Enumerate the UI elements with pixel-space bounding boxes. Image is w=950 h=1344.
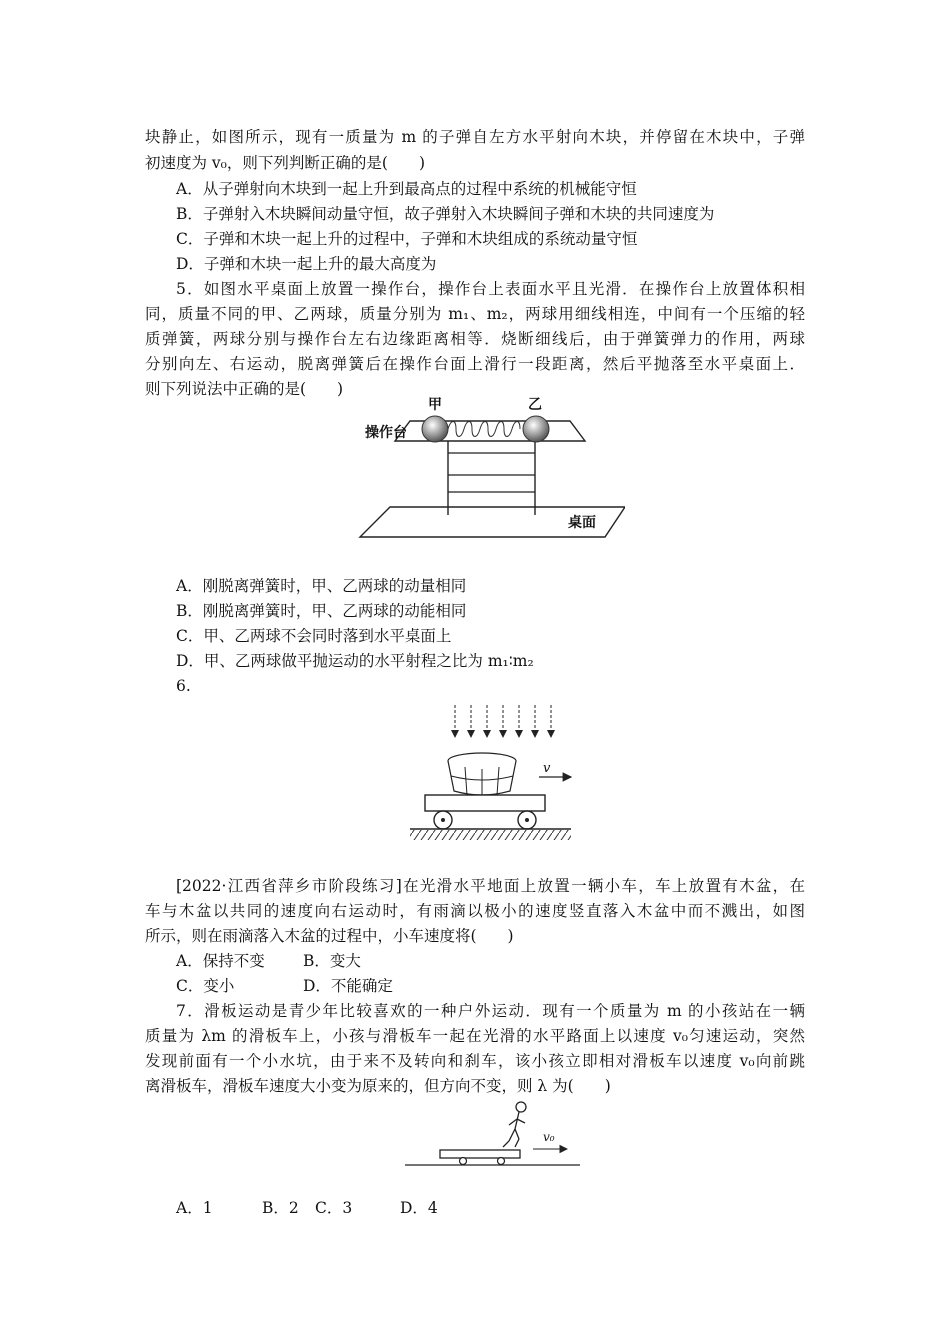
q5-line-3: 质弹簧，两球分别与操作台左右边缘距离相等．烧断细线后，由于弹簧弹力的作用，两球 (145, 330, 805, 348)
q4-line-1: 块静止，如图所示，现有一质量为 m 的子弹自左方水平射向木块，并停留在木块中，子弹 (145, 128, 805, 146)
skateboard-wheel (498, 1158, 505, 1165)
skateboard-wheel (460, 1158, 467, 1165)
ground-hatch (410, 830, 571, 840)
q6-number: 6. (176, 677, 191, 695)
wooden-basin (448, 753, 516, 797)
velocity-label: v₀ (543, 1130, 555, 1144)
q4-option-b: B．子弹射入木块瞬间动量守恒，故子弹射入木块瞬间子弹和木块的共同速度为 (176, 205, 715, 223)
q5-line-1: 5．如图水平桌面上放置一操作台，操作台上表面水平且光滑．在操作台上放置体积相 (176, 280, 805, 298)
q6-option-c: C．变小 (176, 977, 235, 995)
platform-label: 操作台 (365, 425, 407, 441)
q6-option-a: A．保持不变 (176, 952, 265, 970)
skateboard (440, 1150, 520, 1158)
q6-line-3: 所示，则在雨滴落入木盆的过程中，小车速度将( ) (145, 927, 514, 945)
q7-line-2: 质量为 λm 的滑板车上，小孩与滑板车一起在光滑的水平路面上以速度 v₀匀速运动，突然 (145, 1027, 805, 1045)
q7-line-4: 离滑板车，滑板车速度大小变为原来的，但方向不变，则 λ 为( ) (145, 1077, 611, 1095)
rain-drops (455, 705, 551, 737)
q5-line-2: 同，质量不同的甲、乙两球，质量分别为 m₁、m₂，两球用细线相连，中间有一个压缩的轻 (145, 305, 805, 323)
q5-line-4: 分别向左、右运动，脱离弹簧后在操作台面上滑行一段距离，然后平抛落至水平桌面上． (145, 355, 805, 373)
q4-option-a: A．从子弹射向木块到一起上升到最高点的过程中系统的机械能守恒 (176, 180, 637, 198)
q6-option-b: B．变大 (303, 952, 361, 970)
cart-wheels (434, 811, 536, 829)
q6-option-d: D．不能确定 (303, 977, 393, 995)
q5-option-a: A．刚脱离弹簧时，甲、乙两球的动量相同 (176, 577, 467, 595)
velocity-label: v (543, 761, 551, 776)
ball-b (523, 416, 549, 442)
q7-option-a: A．1 (176, 1199, 213, 1217)
q5-line-5: 则下列说法中正确的是( ) (145, 380, 344, 398)
ball-a (422, 416, 448, 442)
cart-body (425, 795, 545, 811)
q4-option-d: D．子弹和木块一起上升的最大高度为 (176, 255, 437, 273)
q7-option-d: D．4 (400, 1199, 438, 1217)
q4-option-c: C．子弹和木块一起上升的过程中，子弹和木块组成的系统动量守恒 (176, 230, 638, 248)
q7-option-b: B．2 (262, 1199, 299, 1217)
child-figure (503, 1102, 526, 1147)
q4-line-2: 初速度为 v₀，则下列判断正确的是( ) (145, 154, 425, 172)
q5-option-b: B．刚脱离弹簧时，甲、乙两球的动能相同 (176, 602, 467, 620)
q5-option-d: D．甲、乙两球做平抛运动的水平射程之比为 m₁∶m₂ (176, 652, 534, 670)
table-label: 桌面 (568, 515, 596, 531)
q6-line-2: 车与木盆以共同的速度向右运动时，有雨滴以极小的速度竖直落入木盆中而不溅出，如图 (145, 902, 805, 920)
q5-option-c: C．甲、乙两球不会同时落到水平桌面上 (176, 627, 452, 645)
skateboard-figure (405, 1097, 585, 1172)
q7-option-c: C．3 (315, 1199, 353, 1217)
spring (448, 422, 520, 437)
q6-line-1: [2022·江西省萍乡市阶段练习]在光滑水平地面上放置一辆小车，车上放置有木盆，在 (176, 877, 805, 895)
ball-b-label: 乙 (528, 397, 542, 413)
q7-line-1: 7．滑板运动是青少年比较喜欢的一种户外运动．现有一个质量为 m 的小孩站在一辆 (176, 1002, 805, 1020)
ball-a-label: 甲 (428, 397, 442, 413)
q7-line-3: 发现前面有一个小水坑，由于来不及转向和刹车，该小孩立即相对滑板车以速度 v₀向前跳 (145, 1052, 805, 1070)
